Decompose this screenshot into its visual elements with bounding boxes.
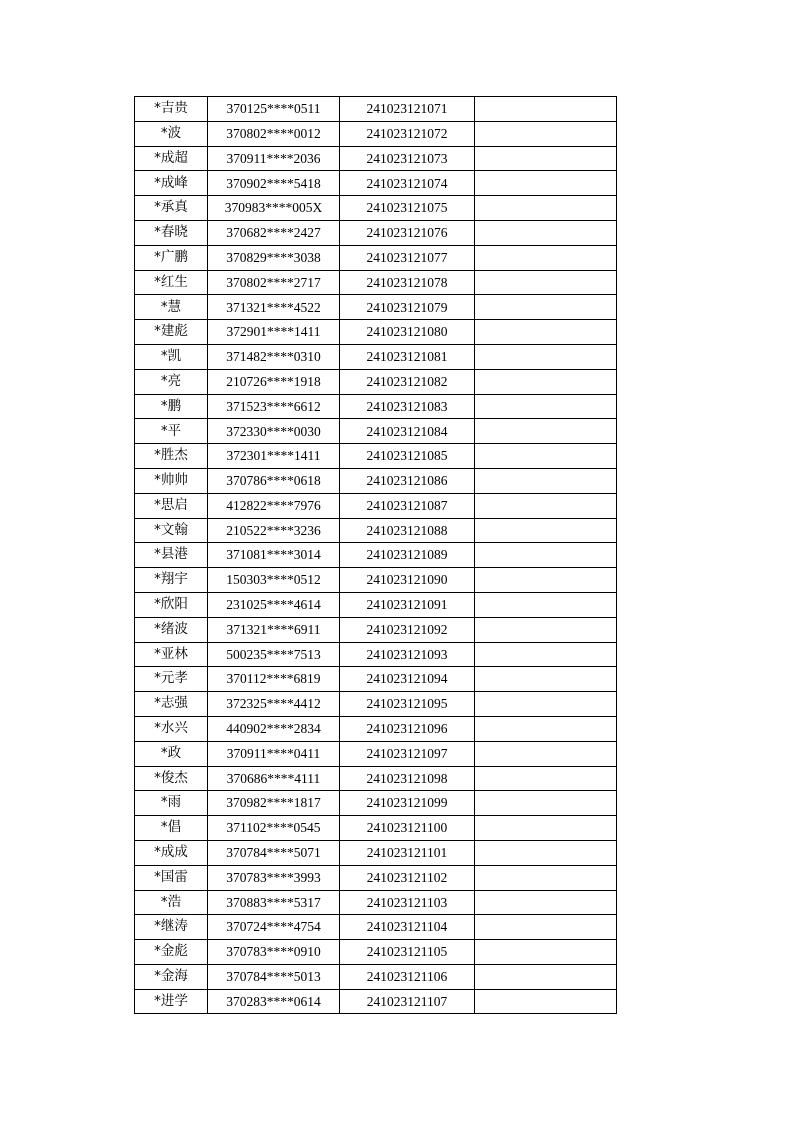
blank-cell <box>475 865 617 890</box>
id-number-cell: 370802****0012 <box>208 121 340 146</box>
id-number-cell: 370983****005X <box>208 196 340 221</box>
name-cell: *绪波 <box>135 617 208 642</box>
table-row <box>135 667 617 692</box>
blank-cell <box>475 369 617 394</box>
table-row <box>135 468 617 493</box>
record-number-cell: 241023121104 <box>340 915 475 940</box>
id-number-cell: 371081****3014 <box>208 543 340 568</box>
blank-cell <box>475 964 617 989</box>
name-cell: *红生 <box>135 270 208 295</box>
roster-table-body <box>135 97 617 1014</box>
name-cell: *文翰 <box>135 518 208 543</box>
id-number-cell: 370902****5418 <box>208 171 340 196</box>
id-number-cell: 412822****7976 <box>208 493 340 518</box>
id-number-cell: 150303****0512 <box>208 568 340 593</box>
blank-cell <box>475 97 617 122</box>
id-number-cell: 500235****7513 <box>208 642 340 667</box>
blank-cell <box>475 890 617 915</box>
id-number-cell: 371321****4522 <box>208 295 340 320</box>
id-number-cell: 370911****2036 <box>208 146 340 171</box>
table-row <box>135 196 617 221</box>
table-row <box>135 394 617 419</box>
record-number-cell: 241023121096 <box>340 716 475 741</box>
table-row <box>135 989 617 1014</box>
name-cell: *慧 <box>135 295 208 320</box>
record-number-cell: 241023121100 <box>340 816 475 841</box>
name-cell: *浩 <box>135 890 208 915</box>
id-number-cell: 372325****4412 <box>208 692 340 717</box>
id-number-cell: 370783****0910 <box>208 940 340 965</box>
table-row <box>135 245 617 270</box>
id-number-cell: 370786****0618 <box>208 468 340 493</box>
record-number-cell: 241023121078 <box>340 270 475 295</box>
id-number-cell: 372301****1411 <box>208 444 340 469</box>
record-number-cell: 241023121074 <box>340 171 475 196</box>
record-number-cell: 241023121099 <box>340 791 475 816</box>
table-row <box>135 592 617 617</box>
record-number-cell: 241023121071 <box>340 97 475 122</box>
record-number-cell: 241023121107 <box>340 989 475 1014</box>
table-row <box>135 915 617 940</box>
record-number-cell: 241023121076 <box>340 220 475 245</box>
name-cell: *成峰 <box>135 171 208 196</box>
record-number-cell: 241023121101 <box>340 840 475 865</box>
record-number-cell: 241023121085 <box>340 444 475 469</box>
id-number-cell: 370802****2717 <box>208 270 340 295</box>
name-cell: *进学 <box>135 989 208 1014</box>
table-row <box>135 716 617 741</box>
name-cell: *平 <box>135 419 208 444</box>
record-number-cell: 241023121092 <box>340 617 475 642</box>
record-number-cell: 241023121077 <box>340 245 475 270</box>
name-cell: *胜杰 <box>135 444 208 469</box>
blank-cell <box>475 320 617 345</box>
id-number-cell: 370724****4754 <box>208 915 340 940</box>
table-row <box>135 642 617 667</box>
id-number-cell: 370829****3038 <box>208 245 340 270</box>
table-row <box>135 791 617 816</box>
name-cell: *亮 <box>135 369 208 394</box>
name-cell: *思启 <box>135 493 208 518</box>
blank-cell <box>475 419 617 444</box>
blank-cell <box>475 617 617 642</box>
record-number-cell: 241023121098 <box>340 766 475 791</box>
name-cell: *亚林 <box>135 642 208 667</box>
id-number-cell: 370784****5013 <box>208 964 340 989</box>
id-number-cell: 231025****4614 <box>208 592 340 617</box>
blank-cell <box>475 270 617 295</box>
table-row <box>135 344 617 369</box>
name-cell: *继涛 <box>135 915 208 940</box>
table-row <box>135 493 617 518</box>
blank-cell <box>475 989 617 1014</box>
blank-cell <box>475 840 617 865</box>
name-cell: *水兴 <box>135 716 208 741</box>
name-cell: *吉贵 <box>135 97 208 122</box>
table-row <box>135 121 617 146</box>
record-number-cell: 241023121106 <box>340 964 475 989</box>
id-number-cell: 370982****1817 <box>208 791 340 816</box>
blank-cell <box>475 915 617 940</box>
blank-cell <box>475 642 617 667</box>
record-number-cell: 241023121094 <box>340 667 475 692</box>
table-row <box>135 741 617 766</box>
blank-cell <box>475 816 617 841</box>
id-number-cell: 370883****5317 <box>208 890 340 915</box>
blank-cell <box>475 171 617 196</box>
blank-cell <box>475 245 617 270</box>
record-number-cell: 241023121088 <box>340 518 475 543</box>
blank-cell <box>475 394 617 419</box>
name-cell: *元孝 <box>135 667 208 692</box>
id-number-cell: 372330****0030 <box>208 419 340 444</box>
id-number-cell: 370125****0511 <box>208 97 340 122</box>
name-cell: *广鹏 <box>135 245 208 270</box>
blank-cell <box>475 295 617 320</box>
table-row <box>135 543 617 568</box>
table-row <box>135 617 617 642</box>
id-number-cell: 370784****5071 <box>208 840 340 865</box>
name-cell: *建彪 <box>135 320 208 345</box>
record-number-cell: 241023121080 <box>340 320 475 345</box>
id-number-cell: 371523****6612 <box>208 394 340 419</box>
id-number-cell: 371482****0310 <box>208 344 340 369</box>
name-cell: *帅帅 <box>135 468 208 493</box>
id-number-cell: 210522****3236 <box>208 518 340 543</box>
id-number-cell: 371321****6911 <box>208 617 340 642</box>
table-row <box>135 369 617 394</box>
name-cell: *承真 <box>135 196 208 221</box>
blank-cell <box>475 518 617 543</box>
blank-cell <box>475 592 617 617</box>
record-number-cell: 241023121090 <box>340 568 475 593</box>
record-number-cell: 241023121091 <box>340 592 475 617</box>
record-number-cell: 241023121083 <box>340 394 475 419</box>
table-row <box>135 97 617 122</box>
record-number-cell: 241023121086 <box>340 468 475 493</box>
id-number-cell: 371102****0545 <box>208 816 340 841</box>
table-row <box>135 692 617 717</box>
blank-cell <box>475 667 617 692</box>
id-number-cell: 370283****0614 <box>208 989 340 1014</box>
record-number-cell: 241023121082 <box>340 369 475 394</box>
name-cell: *欣阳 <box>135 592 208 617</box>
name-cell: *成成 <box>135 840 208 865</box>
blank-cell <box>475 493 617 518</box>
blank-cell <box>475 766 617 791</box>
id-number-cell: 370783****3993 <box>208 865 340 890</box>
id-number-cell: 370911****0411 <box>208 741 340 766</box>
table-row <box>135 295 617 320</box>
table-row <box>135 220 617 245</box>
table-row <box>135 865 617 890</box>
blank-cell <box>475 791 617 816</box>
blank-cell <box>475 344 617 369</box>
blank-cell <box>475 940 617 965</box>
record-number-cell: 241023121093 <box>340 642 475 667</box>
table-row <box>135 940 617 965</box>
record-number-cell: 241023121095 <box>340 692 475 717</box>
record-number-cell: 241023121089 <box>340 543 475 568</box>
blank-cell <box>475 692 617 717</box>
record-number-cell: 241023121072 <box>340 121 475 146</box>
table-row <box>135 816 617 841</box>
record-number-cell: 241023121102 <box>340 865 475 890</box>
table-row <box>135 890 617 915</box>
table-row <box>135 320 617 345</box>
table-row <box>135 270 617 295</box>
table-row <box>135 518 617 543</box>
table-row <box>135 964 617 989</box>
name-cell: *政 <box>135 741 208 766</box>
table-row <box>135 444 617 469</box>
name-cell: *志强 <box>135 692 208 717</box>
name-cell: *凯 <box>135 344 208 369</box>
name-cell: *成超 <box>135 146 208 171</box>
name-cell: *县港 <box>135 543 208 568</box>
id-number-cell: 210726****1918 <box>208 369 340 394</box>
record-number-cell: 241023121097 <box>340 741 475 766</box>
name-cell: *国雷 <box>135 865 208 890</box>
blank-cell <box>475 196 617 221</box>
name-cell: *金彪 <box>135 940 208 965</box>
table-row <box>135 568 617 593</box>
name-cell: *鹏 <box>135 394 208 419</box>
id-number-cell: 370112****6819 <box>208 667 340 692</box>
record-number-cell: 241023121073 <box>340 146 475 171</box>
blank-cell <box>475 146 617 171</box>
record-number-cell: 241023121079 <box>340 295 475 320</box>
record-number-cell: 241023121075 <box>340 196 475 221</box>
name-cell: *春晓 <box>135 220 208 245</box>
record-number-cell: 241023121084 <box>340 419 475 444</box>
table-row <box>135 766 617 791</box>
record-number-cell: 241023121105 <box>340 940 475 965</box>
roster-table <box>134 96 617 1014</box>
id-number-cell: 370682****2427 <box>208 220 340 245</box>
blank-cell <box>475 121 617 146</box>
id-number-cell: 440902****2834 <box>208 716 340 741</box>
table-row <box>135 171 617 196</box>
name-cell: *雨 <box>135 791 208 816</box>
blank-cell <box>475 468 617 493</box>
table-row <box>135 146 617 171</box>
blank-cell <box>475 568 617 593</box>
name-cell: *波 <box>135 121 208 146</box>
blank-cell <box>475 716 617 741</box>
record-number-cell: 241023121087 <box>340 493 475 518</box>
record-number-cell: 241023121081 <box>340 344 475 369</box>
name-cell: *俊杰 <box>135 766 208 791</box>
table-row <box>135 419 617 444</box>
blank-cell <box>475 543 617 568</box>
id-number-cell: 372901****1411 <box>208 320 340 345</box>
record-number-cell: 241023121103 <box>340 890 475 915</box>
name-cell: *金海 <box>135 964 208 989</box>
blank-cell <box>475 444 617 469</box>
blank-cell <box>475 220 617 245</box>
name-cell: *倡 <box>135 816 208 841</box>
table-row <box>135 840 617 865</box>
blank-cell <box>475 741 617 766</box>
id-number-cell: 370686****4111 <box>208 766 340 791</box>
name-cell: *翔宇 <box>135 568 208 593</box>
